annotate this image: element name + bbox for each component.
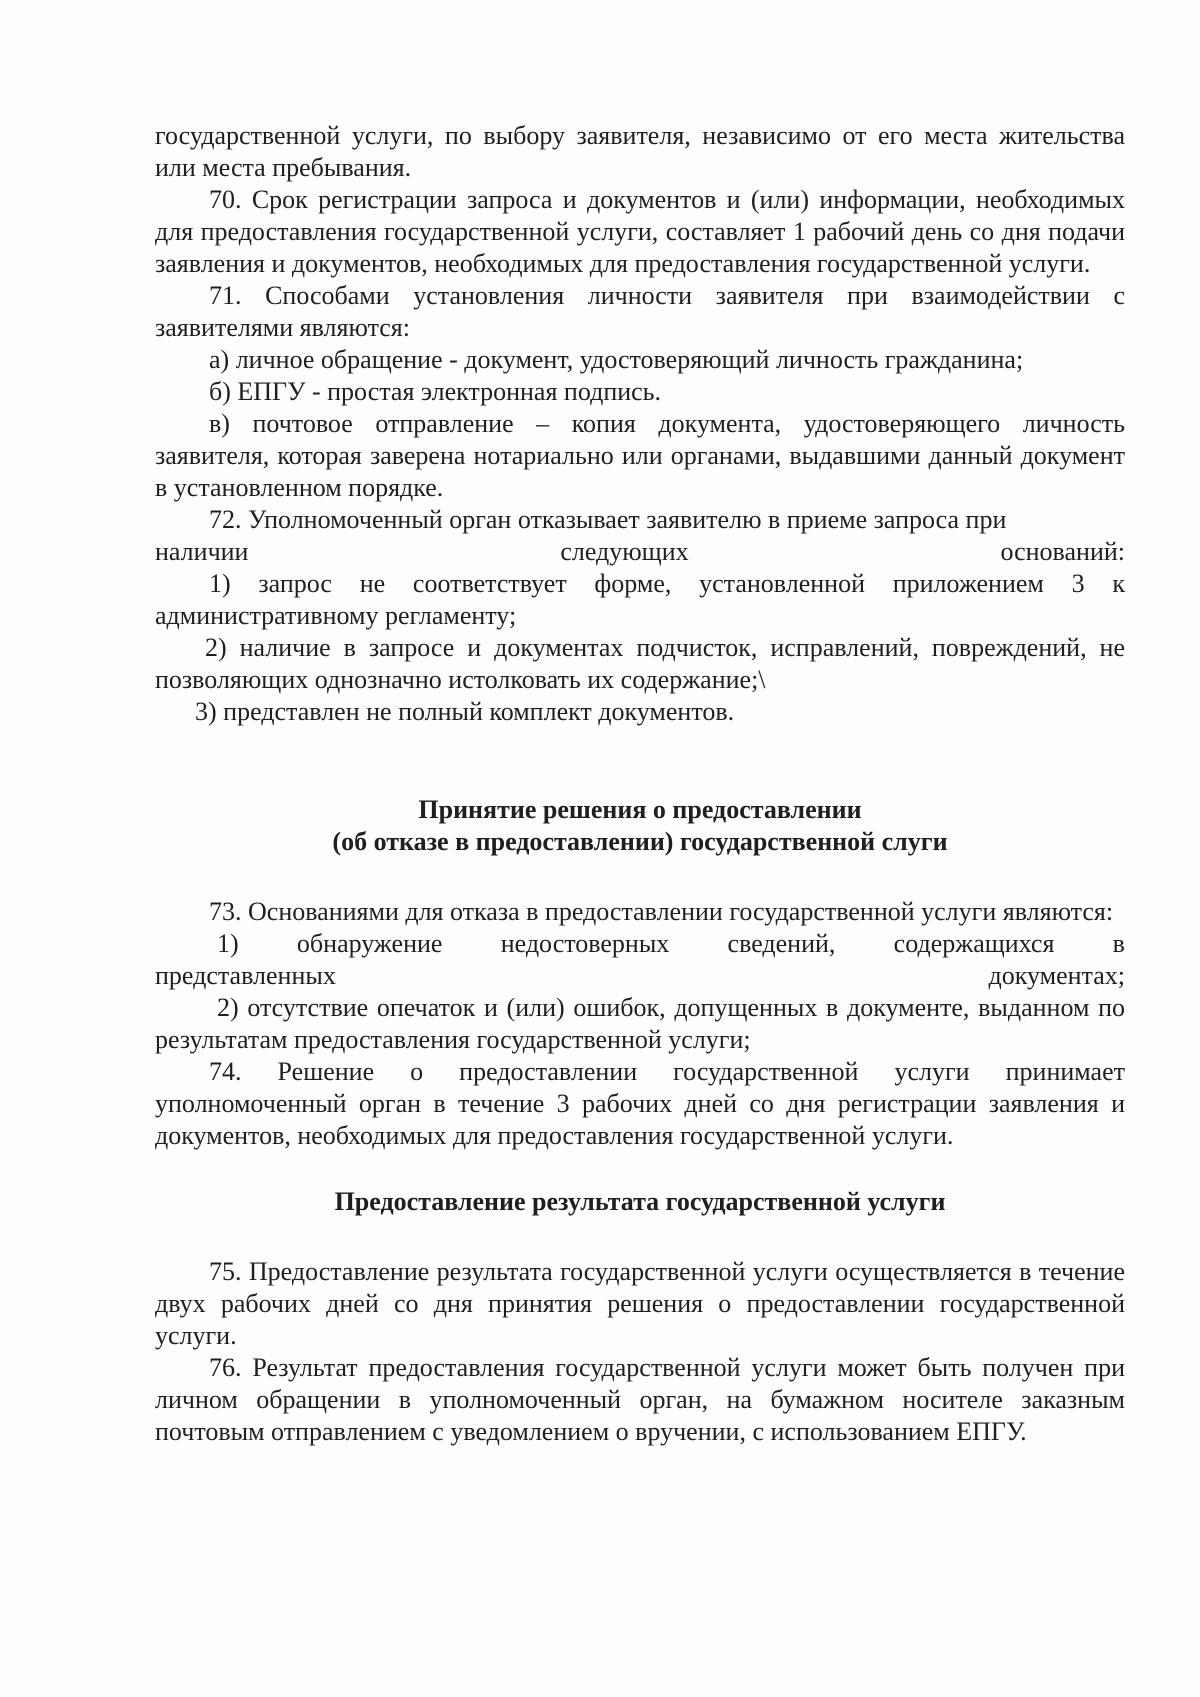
paragraph-continuation: государственной услуги, по выбору заявителя, независимо от его места жительства или места пребывания. [155,121,1125,182]
paragraph-71: 71. Способами установления личности заявителя при взаимодействии с заявителями являются: [155,281,1125,342]
section-gap [155,1218,1125,1256]
paragraph-73-word: в [1112,929,1125,958]
paragraph-76: 76. Результат предоставления государственной услуги может быть получен при личном обращении в уполномоченный орган, на бумажном носителе заказным почтовым отправлением с уведомлением о вручении, с использованием ЕПГУ. [155,1353,1125,1446]
section-gap [155,858,1125,896]
paragraph-72-item-1: 1) запрос не соответствует форме, установленной приложением 3 к административному регламенту; [155,569,1125,630]
paragraph-72-line-1: 72. Уполномоченный орган отказывает заявителю в приеме запроса при [209,505,1007,534]
paragraph-71-a: а) личное обращение - документ, удостоверяющий личность гражданина; [209,345,1024,374]
paragraph-73-word: 1) [217,929,239,958]
paragraph-72-item-3: 3) представлен не полный комплект документов. [195,697,735,726]
paragraph-73-word: документах; [988,961,1125,990]
paragraph-73-word: сведений, [727,929,836,958]
paragraph-72-item-2: 2) наличие в запросе и документах подчисток, исправлений, повреждений, не позволяющих однозначно истолковать их содержание;\ [155,633,1125,694]
paragraph-73-item-1-line-1 [155,928,1125,960]
paragraph-70: 70. Срок регистрации запроса и документов и (или) информации, необходимых для предоставления государственной услуги, составляет 1 рабочий день со дня подачи заявления и документов, необходимых для предоставления государственной услуги. [155,185,1125,278]
paragraph-73-word: содержащихся [893,929,1055,958]
document-body [155,120,1125,1448]
paragraph-72-line-2 [155,536,1125,568]
paragraph-72-word: оснований: [1000,537,1125,566]
section-heading-result: Предоставление результата государственной услуги [334,1187,946,1216]
paragraph-71-c: в) почтовое отправление – копия документа, удостоверяющего личность заявителя, которая заверена нотариально или органами, выдавшими данный документ в установленном порядке. [155,409,1125,502]
paragraph-72-word: наличии [155,537,249,566]
paragraph-73: 73. Основаниями для отказа в предоставлении государственной услуги являются: [209,897,1114,926]
paragraph-71-b: б) ЕПГУ - простая электронная подпись. [209,377,662,406]
paragraph-72-word: следующих [560,537,689,566]
paragraph-73-word: обнаружение [296,929,443,958]
section-gap [155,1152,1125,1186]
paragraph-73-item-2: 2) отсутствие опечаток и (или) ошибок, допущенных в документе, выданном по результатам предоставления государственной услуги; [155,993,1125,1054]
paragraph-73-word: недостоверных [500,929,670,958]
paragraph-74: 74. Решение о предоставлении государственной услуги принимает уполномоченный орган в течение 3 рабочих дней со дня регистрации заявления и документов, необходимых для предоставления государственной услуги. [155,1057,1125,1150]
paragraph-73-item-1-line-2 [155,960,1125,992]
section-gap [155,728,1125,794]
section-heading-decision-line-2: (об отказе в предоставлении) государственной слуги [332,827,948,856]
section-heading-decision-line-1: Принятие решения о предоставлении [418,795,862,824]
paragraph-75: 75. Предоставление результата государственной услуги осуществляется в течение двух рабочих дней со дня принятия решения о предоставлении государственной услуги. [155,1257,1125,1350]
paragraph-73-word: представленных [155,961,336,990]
